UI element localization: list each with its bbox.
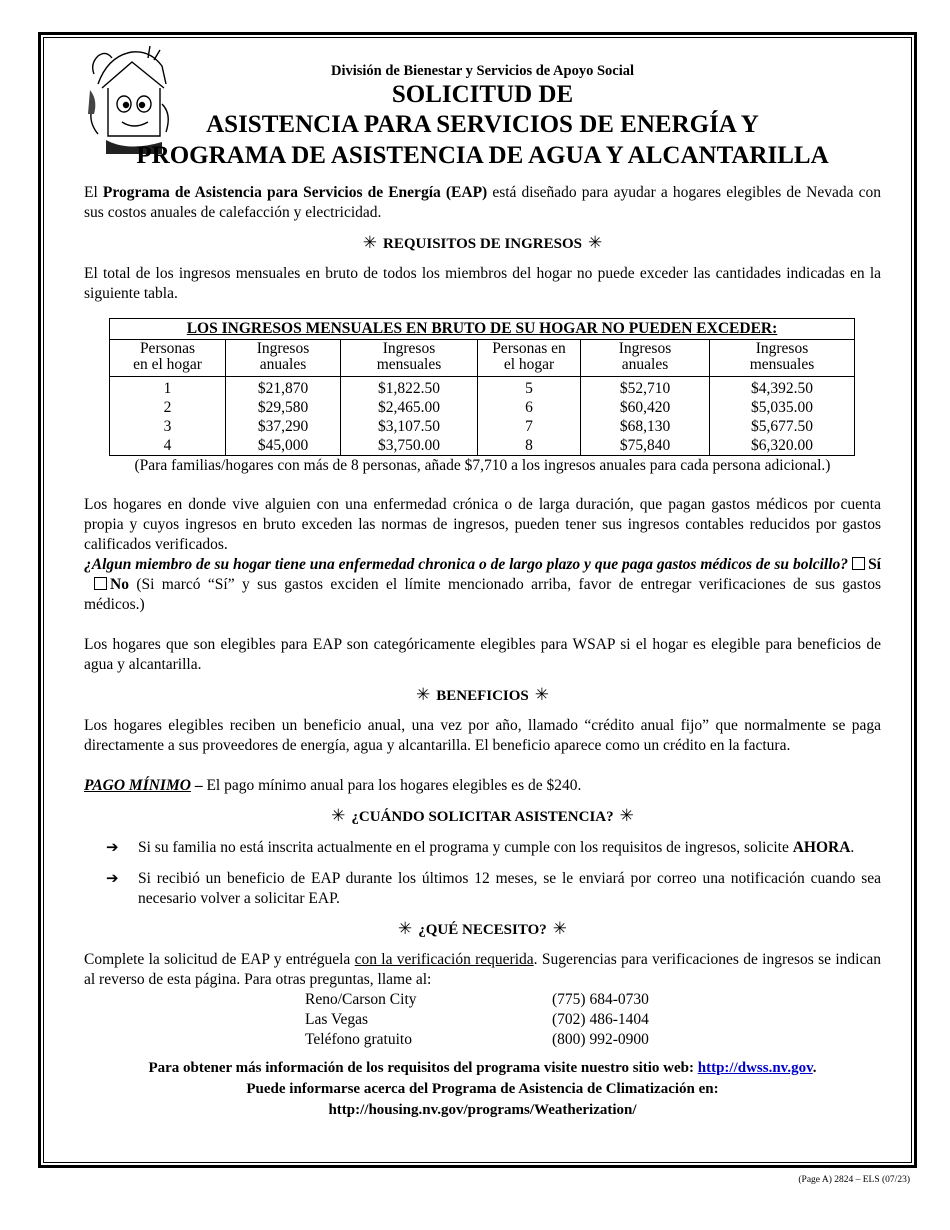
yes-checkbox[interactable] [852,557,865,570]
need-paragraph: Complete la solicitud de EAP y entréguela con la verificación requerida. Sugerencias para verificaciones de ingresos se indican al reverso de esta página. Para otras preguntas, llame al: [84,951,881,988]
wsap-paragraph: Los hogares que son elegibles para EAP son categóricamente elegibles para WSAP si el hogar es elegible para beneficios de agua y alcantarilla. [84,636,881,673]
asterisk-star-icon: ✳ [415,685,431,704]
verification-required: con la verificación requerida [354,951,534,968]
title-line-1: SOLICITUD DE [391,81,574,108]
column-header: Ingresos mensuales [710,340,855,377]
agency-name: División de Bienestar y Servicios de Apoyo Social [330,63,635,79]
footer-line-1: Para obtener más información de los requisitos del programa visite nuestro sitio web: http://dwss.nv.gov. [148,1060,817,1076]
income-limits-table [109,318,855,456]
asterisk-star-icon: ✳ [587,233,603,252]
minimum-payment: PAGO MÍNIMO – El pago mínimo anual para los hogares elegibles es de $240. [84,777,582,794]
asterisk-star-icon: ✳ [534,685,550,704]
column-header: Ingresos mensuales [341,340,478,377]
right-arrow-icon: ➔ [106,871,119,887]
right-arrow-icon: ➔ [106,840,119,856]
yes-label: Sí [868,556,881,573]
phone-number[interactable]: (800) 992-0900 [552,1031,649,1048]
phone-number[interactable]: (702) 486-1404 [552,1011,649,1028]
asterisk-star-icon: ✳ [552,919,567,938]
benefits-paragraph: Los hogares elegibles reciben un beneficio anual, una vez por año, llamado “crédito anual fijo” que normalmente se paga directamente a sus proveedores de energía, agua y alcantarilla. El beneficio aparece como un crédito en la factura. [84,717,881,754]
list-item: Las Vegas (702) 486-1404 [305,1011,649,1028]
table-row: 3 $37,290 $3,107.50 7 $68,130 $5,677.50 [110,417,855,436]
asterisk-star-icon: ✳ [331,806,346,825]
list-item: ➔ Si su familia no está inscrita actualmente en el programa y cumple con los requisitos de ingresos, solicite AHORA. [106,839,855,856]
need-heading: ✳ ¿QUÉ NECESITO? ✳ [84,919,881,940]
document-body [84,62,881,1121]
table-note: (Para familias/hogares con más de 8 personas, añade $7,710 a los ingresos anuales para cada persona adicional.) [134,457,831,474]
column-header: Personas en el hogar [478,340,581,377]
footer-line-2: Puede informarse acerca del Programa de Asistencia de Climatización en: [246,1081,719,1097]
income-paragraph: El total de los ingresos mensuales en bruto de todos los miembros del hogar no puede exceder las cantidades indicadas en la siguiente tabla. [84,265,881,302]
column-header: Personas en el hogar [110,340,226,377]
column-header: Ingresos anuales [581,340,710,377]
medical-question: ¿Algun miembro de su hogar tiene una enfermedad chronica o de largo plazo y que paga gastos médicos de su bolcillo? SíNo (Si marcó “Sí” y sus gastos exciden el límite mencionado arriba, favor de entregar verificaciones de sus gastos médicos.) [84,556,882,613]
program-name: Programa de Asistencia para Servicios de Energía (EAP) [102,184,488,201]
no-label: No [110,576,129,593]
title-line-2: ASISTENCIA PARA SERVICIOS DE ENERGÍA Y [206,111,759,138]
table-row: 4 $45,000 $3,750.00 8 $75,840 $6,320.00 [110,436,855,456]
minimum-payment-label: PAGO MÍNIMO [84,777,191,794]
phone-list [305,990,881,1050]
list-item: Reno/Carson City (775) 684-0730 [305,991,649,1008]
table-caption: LOS INGRESOS MENSUALES EN BRUTO DE SU HOGAR NO PUEDEN EXCEDER: [110,319,855,340]
medical-paragraph: Los hogares en donde vive alguien con una enfermedad crónica o de larga duración, que pagan gastos médicos por cuenta propia y cuyos ingresos en bruto exceden las normas de ingresos, pueden tener sus ingresos contables reducidos por gastos calificados verificados. [84,496,881,553]
income-heading: ✳ REQUISITOS DE INGRESOS ✳ [84,233,881,254]
no-checkbox[interactable] [94,577,107,590]
list-item: Teléfono gratuito (800) 992-0900 [305,1031,649,1048]
column-header: Ingresos anuales [226,340,341,377]
title-line-3: PROGRAMA DE ASISTENCIA DE AGUA Y ALCANTARILLA [136,142,829,169]
form-code: (Page A) 2824 – ELS (07/23) [798,1175,910,1185]
when-heading: ✳ ¿CUÁNDO SOLICITAR ASISTENCIA? ✳ [84,806,881,827]
dwss-link[interactable]: http://dwss.nv.gov [697,1060,813,1076]
asterisk-star-icon: ✳ [362,233,378,252]
asterisk-star-icon: ✳ [397,919,413,938]
phone-number[interactable]: (775) 684-0730 [552,991,649,1008]
list-item: ➔ Si recibió un beneficio de EAP durante los últimos 12 meses, se le enviará por correo una notificación cuando sea necesario volver a solicitar EAP. [106,870,881,907]
table-row: 1 $21,870 $1,822.50 5 $52,710 $4,392.50 [110,377,855,399]
benefits-heading: ✳ BENEFICIOS ✳ [84,685,881,706]
intro-paragraph: El Programa de Asistencia para Servicios de Energía (EAP) está diseñado para ayudar a hogares elegibles de Nevada con sus costos anuales de calefacción y electricidad. [84,184,881,221]
weatherization-url[interactable]: http://housing.nv.gov/programs/Weatherization/ [328,1102,637,1118]
table-row: 2 $29,580 $2,465.00 6 $60,420 $5,035.00 [110,398,855,417]
asterisk-star-icon: ✳ [619,806,634,825]
